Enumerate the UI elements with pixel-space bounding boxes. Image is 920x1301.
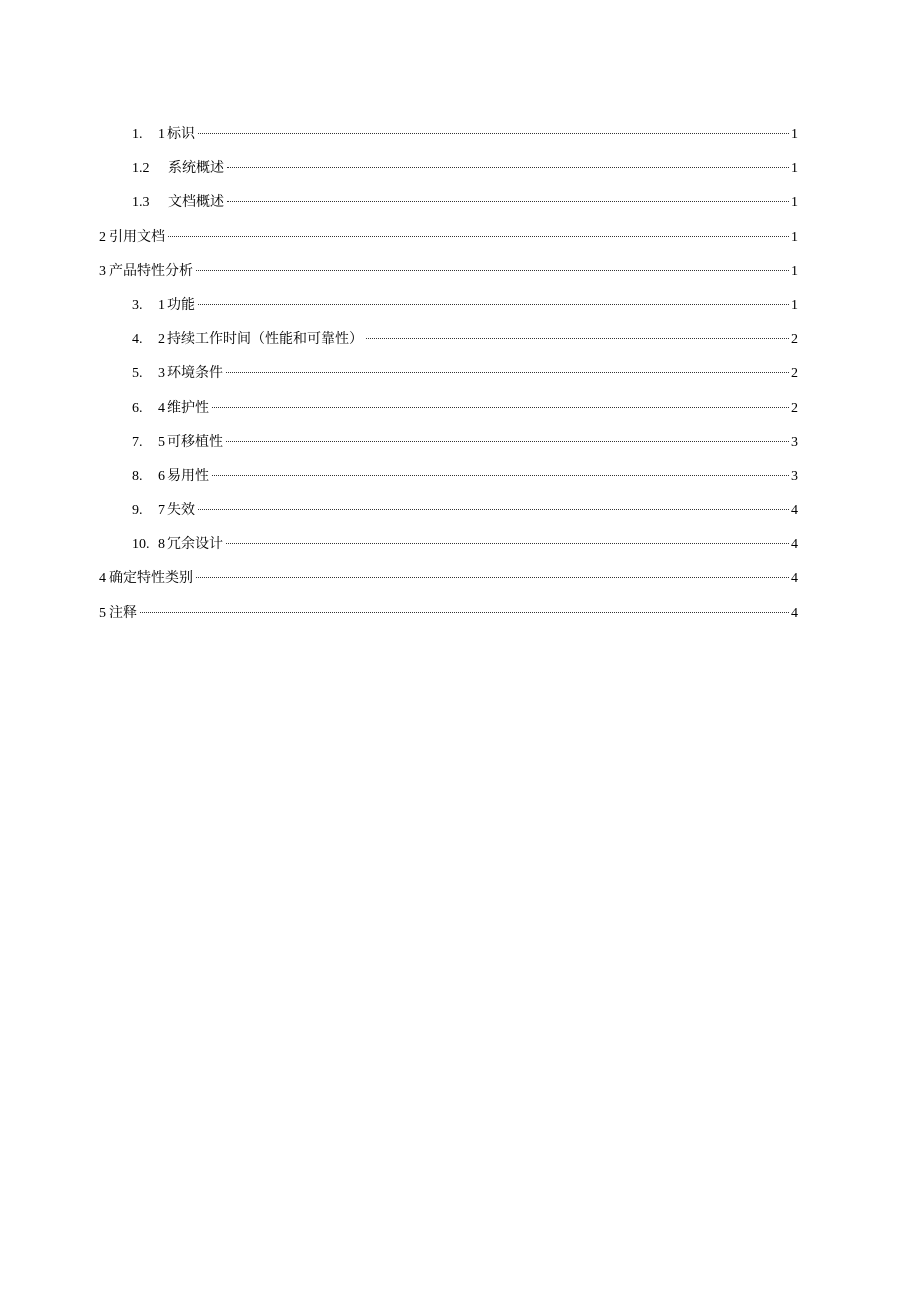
- toc-entry-7-5[interactable]: [99, 432, 798, 466]
- toc-entry-number: 2: [99, 229, 106, 245]
- toc-entry-subnumber: 3: [158, 366, 165, 382]
- toc-entry-page: 1: [791, 297, 798, 313]
- toc-entry-title: 持续工作时间（性能和可靠性）: [167, 331, 363, 348]
- toc-entry-number: 6.: [132, 400, 143, 416]
- toc-dot-leader: [168, 236, 789, 237]
- toc-entry-number: 5: [99, 605, 106, 621]
- toc-entry-title: 易用性: [167, 467, 209, 484]
- toc-dot-leader: [227, 201, 789, 202]
- toc-entry-page: 1: [791, 229, 798, 245]
- toc-entry-title: 环境条件: [167, 365, 223, 382]
- toc-entry-number: 3.: [132, 297, 143, 313]
- toc-entry-title: 失效: [167, 502, 195, 519]
- toc-entry-page: 1: [791, 161, 798, 177]
- toc-entry-number: 7.: [132, 434, 143, 450]
- toc-entry-number: 4.: [132, 332, 143, 348]
- toc-entry-number: 9.: [132, 503, 143, 519]
- toc-entry-5-3[interactable]: [99, 363, 798, 397]
- table-of-contents: [99, 124, 798, 637]
- toc-entry-title: 功能: [167, 296, 195, 313]
- toc-entry-2[interactable]: [99, 227, 798, 261]
- toc-entry-9-7[interactable]: [99, 500, 798, 534]
- toc-entry-page: 4: [791, 503, 798, 519]
- toc-entry-title: 文档概述: [168, 194, 224, 211]
- toc-entry-number: 1.2: [132, 161, 150, 177]
- toc-entry-number: 3: [99, 263, 106, 279]
- toc-entry-page: 3: [791, 468, 798, 484]
- toc-dot-leader: [196, 270, 789, 271]
- toc-entry-number: 4: [99, 571, 106, 587]
- toc-dot-leader: [196, 577, 789, 578]
- toc-entry-page: 3: [791, 434, 798, 450]
- toc-entry-page: 1: [791, 263, 798, 279]
- toc-dot-leader: [198, 133, 789, 134]
- toc-entry-number: 10.: [132, 537, 150, 553]
- toc-dot-leader: [366, 338, 789, 339]
- toc-entry-subnumber: 2: [158, 332, 165, 348]
- toc-entry-page: 2: [791, 332, 798, 348]
- toc-entry-number: 5.: [132, 366, 143, 382]
- toc-entry-subnumber: 1: [158, 297, 165, 313]
- toc-entry-number: 8.: [132, 468, 143, 484]
- toc-entry-8-6[interactable]: [99, 466, 798, 500]
- toc-entry-title: 系统概述: [168, 160, 224, 177]
- toc-entry-title: 注释: [109, 604, 137, 621]
- toc-entry-subnumber: 5: [158, 434, 165, 450]
- toc-entry-title: 产品特性分析: [109, 262, 193, 279]
- toc-entry-page: 4: [791, 605, 798, 621]
- toc-entry-subnumber: 8: [158, 537, 165, 553]
- toc-entry-number: 1.: [132, 127, 143, 142]
- toc-entry-page: 4: [791, 537, 798, 553]
- toc-entry-title: 冗余设计: [167, 536, 223, 553]
- toc-entry-page: 2: [791, 400, 798, 416]
- toc-entry-title: 可移植性: [167, 433, 223, 450]
- toc-entry-subnumber: 6: [158, 468, 165, 484]
- toc-dot-leader: [198, 304, 789, 305]
- toc-entry-page: 1: [791, 127, 798, 142]
- toc-dot-leader: [226, 441, 789, 442]
- toc-entry-title: 维护性: [167, 399, 209, 416]
- toc-dot-leader: [227, 167, 789, 168]
- toc-dot-leader: [140, 612, 789, 613]
- toc-entry-5[interactable]: [99, 603, 798, 637]
- toc-dot-leader: [198, 509, 789, 510]
- toc-entry-4[interactable]: [99, 568, 798, 602]
- toc-entry-subnumber: 1: [158, 127, 165, 142]
- toc-entry-3[interactable]: [99, 261, 798, 295]
- toc-entry-3-1[interactable]: [99, 295, 798, 329]
- toc-entry-4-2[interactable]: [99, 329, 798, 363]
- toc-entry-1-2[interactable]: [99, 158, 798, 192]
- toc-dot-leader: [212, 475, 789, 476]
- toc-entry-page: 1: [791, 195, 798, 211]
- toc-entry-10-8[interactable]: [99, 534, 798, 568]
- toc-entry-subnumber: 7: [158, 503, 165, 519]
- toc-entry-1-3[interactable]: [99, 192, 798, 226]
- toc-entry-number: 1.3: [132, 195, 150, 211]
- toc-entry-6-4[interactable]: [99, 398, 798, 432]
- toc-entry-subnumber: 4: [158, 400, 165, 416]
- toc-dot-leader: [226, 372, 789, 373]
- toc-entry-title: 标识: [167, 126, 195, 142]
- toc-entry-page: 4: [791, 571, 798, 587]
- toc-entry-title: 确定特性类别: [109, 570, 193, 587]
- toc-entry-title: 引用文档: [109, 228, 165, 245]
- toc-dot-leader: [226, 543, 789, 544]
- toc-entry-page: 2: [791, 366, 798, 382]
- toc-entry-1-1[interactable]: [99, 124, 798, 158]
- toc-dot-leader: [212, 407, 789, 408]
